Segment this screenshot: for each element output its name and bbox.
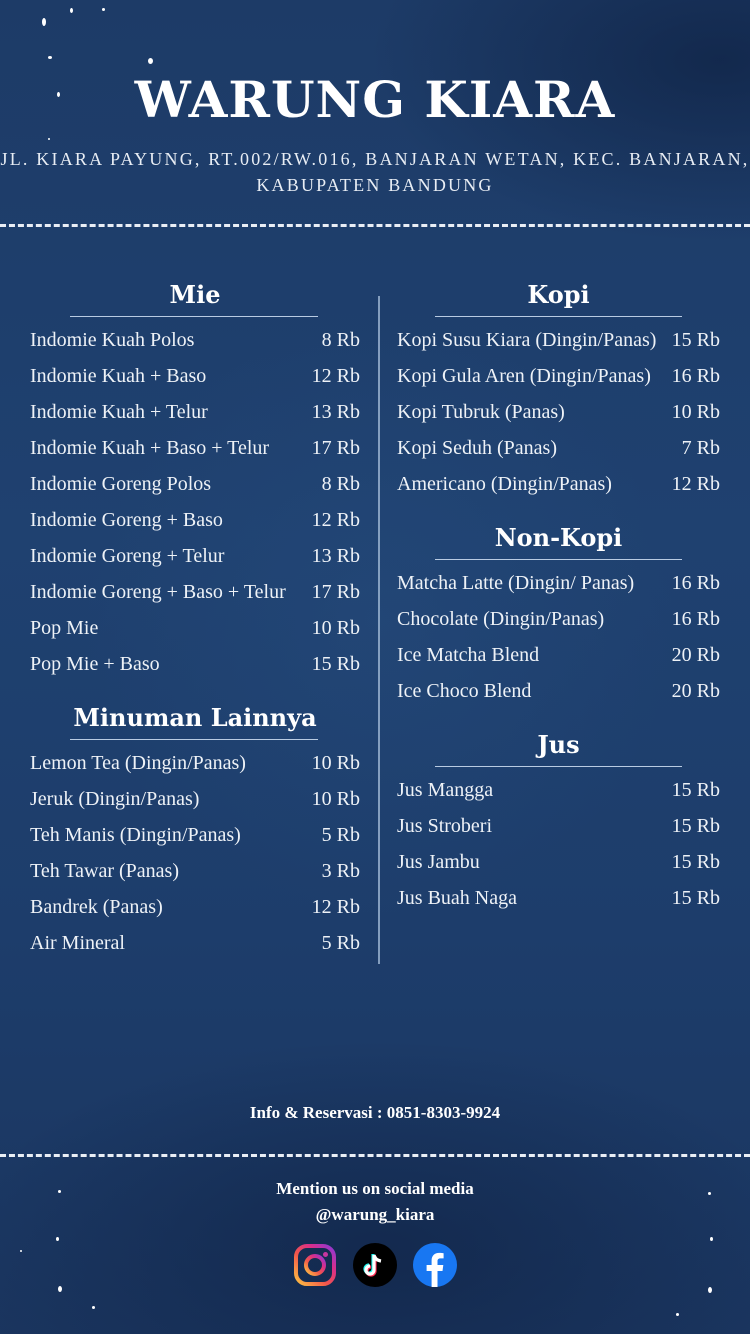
item-name: Pop Mie bbox=[30, 617, 99, 639]
decorative-speck bbox=[710, 1237, 713, 1241]
item-price: 15 Rb bbox=[671, 329, 720, 351]
item-name: Indomie Goreng + Baso + Telur bbox=[30, 581, 286, 603]
social-mention bbox=[0, 1176, 750, 1228]
item-name: Indomie Kuah + Baso + Telur bbox=[30, 437, 270, 459]
item-name: Lemon Tea (Dingin/Panas) bbox=[30, 752, 246, 774]
item-price: 5 Rb bbox=[321, 932, 360, 954]
menu-item bbox=[30, 365, 360, 401]
decorative-speck bbox=[48, 56, 52, 59]
section-underline bbox=[435, 766, 682, 767]
item-price: 15 Rb bbox=[671, 887, 720, 909]
section-underline bbox=[435, 559, 682, 560]
address-line-1: JL. KIARA PAYUNG, RT.002/RW.016, BANJARAN WETAN, KEC. BANJARAN, bbox=[0, 149, 750, 169]
section-kopi bbox=[397, 278, 720, 509]
section-title: Non-Kopi bbox=[494, 523, 623, 552]
mention-text: Mention us on social media bbox=[276, 1179, 474, 1198]
item-name: Teh Tawar (Panas) bbox=[30, 860, 179, 882]
item-name: Jus Buah Naga bbox=[397, 887, 517, 909]
menu-item bbox=[397, 851, 720, 887]
item-price: 13 Rb bbox=[311, 545, 360, 567]
menu-item bbox=[30, 473, 360, 509]
reservation-info: Info & Reservasi : 0851-8303-9924 bbox=[249, 1103, 501, 1122]
item-price: 20 Rb bbox=[671, 680, 720, 702]
bottom-dashed-divider bbox=[0, 1154, 750, 1157]
item-name: Indomie Goreng + Baso bbox=[30, 509, 223, 531]
menu-item bbox=[397, 608, 720, 644]
section-underline bbox=[435, 316, 682, 317]
item-name: Air Mineral bbox=[30, 932, 125, 954]
section-title: Kopi bbox=[527, 280, 590, 309]
item-name: Bandrek (Panas) bbox=[30, 896, 163, 918]
item-name: Chocolate (Dingin/Panas) bbox=[397, 608, 605, 630]
item-price: 13 Rb bbox=[311, 401, 360, 423]
left-menu-column bbox=[30, 278, 360, 980]
section-minuman-lainnya bbox=[30, 701, 360, 968]
item-price: 12 Rb bbox=[311, 365, 360, 387]
item-name: Pop Mie + Baso bbox=[30, 653, 160, 675]
menu-item bbox=[30, 401, 360, 437]
section-underline bbox=[70, 739, 318, 740]
item-price: 20 Rb bbox=[671, 644, 720, 666]
item-price: 8 Rb bbox=[321, 473, 360, 495]
item-price: 15 Rb bbox=[311, 653, 360, 675]
menu-item bbox=[397, 680, 720, 716]
item-name: Ice Matcha Blend bbox=[397, 644, 540, 666]
decorative-speck bbox=[92, 1306, 95, 1309]
item-price: 16 Rb bbox=[671, 572, 720, 594]
decorative-speck bbox=[56, 1237, 59, 1241]
item-name: Jus Jambu bbox=[397, 851, 480, 873]
menu-item bbox=[397, 401, 720, 437]
decorative-speck bbox=[102, 8, 105, 11]
item-price: 16 Rb bbox=[671, 365, 720, 387]
menu-item bbox=[30, 581, 360, 617]
top-dashed-divider bbox=[0, 224, 750, 227]
section-title: Minuman Lainnya bbox=[73, 703, 317, 732]
menu-item bbox=[30, 752, 360, 788]
item-name: Jus Mangga bbox=[397, 779, 494, 801]
column-divider bbox=[378, 296, 380, 964]
menu-item bbox=[397, 644, 720, 680]
menu-item bbox=[30, 509, 360, 545]
menu-item bbox=[397, 329, 720, 365]
item-name: Indomie Kuah + Baso bbox=[30, 365, 207, 387]
decorative-speck bbox=[42, 18, 46, 26]
decorative-speck bbox=[70, 8, 73, 13]
right-menu-column bbox=[397, 278, 720, 935]
item-price: 15 Rb bbox=[671, 851, 720, 873]
item-price: 12 Rb bbox=[311, 509, 360, 531]
instagram-icon[interactable] bbox=[293, 1243, 337, 1287]
item-price: 12 Rb bbox=[671, 473, 720, 495]
menu-item bbox=[397, 572, 720, 608]
menu-item bbox=[397, 437, 720, 473]
item-name: Indomie Goreng Polos bbox=[30, 473, 212, 495]
menu-item bbox=[30, 824, 360, 860]
item-name: Indomie Kuah + Telur bbox=[30, 401, 208, 423]
item-price: 15 Rb bbox=[671, 815, 720, 837]
item-name: Kopi Susu Kiara (Dingin/Panas) bbox=[397, 329, 657, 351]
item-price: 5 Rb bbox=[321, 824, 360, 846]
item-name: Kopi Gula Aren (Dingin/Panas) bbox=[397, 365, 651, 387]
item-name: Matcha Latte (Dingin/ Panas) bbox=[397, 572, 635, 594]
menu-item bbox=[30, 932, 360, 968]
menu-item bbox=[397, 473, 720, 509]
item-name: Kopi Tubruk (Panas) bbox=[397, 401, 565, 423]
address-line-2: KABUPATEN BANDUNG bbox=[256, 175, 494, 195]
item-name: Jeruk (Dingin/Panas) bbox=[30, 788, 200, 810]
item-name: Teh Manis (Dingin/Panas) bbox=[30, 824, 241, 846]
item-price: 10 Rb bbox=[311, 752, 360, 774]
menu-item bbox=[30, 653, 360, 689]
section-title: Jus bbox=[537, 730, 580, 759]
item-name: Ice Choco Blend bbox=[397, 680, 532, 702]
menu-item bbox=[397, 815, 720, 851]
item-price: 3 Rb bbox=[321, 860, 360, 882]
menu-item bbox=[30, 617, 360, 653]
item-name: Indomie Kuah Polos bbox=[30, 329, 195, 351]
social-handle[interactable]: @warung_kiara bbox=[315, 1205, 435, 1224]
section-underline bbox=[70, 316, 318, 317]
item-price: 10 Rb bbox=[671, 401, 720, 423]
menu-header bbox=[0, 68, 750, 198]
item-price: 16 Rb bbox=[671, 608, 720, 630]
menu-item bbox=[397, 365, 720, 401]
social-icons bbox=[0, 1243, 750, 1287]
item-price: 10 Rb bbox=[311, 617, 360, 639]
item-price: 12 Rb bbox=[311, 896, 360, 918]
tiktok-icon[interactable] bbox=[353, 1243, 397, 1287]
section-mie bbox=[30, 278, 360, 689]
section-non-kopi bbox=[397, 521, 720, 716]
menu-item bbox=[397, 779, 720, 815]
item-price: 10 Rb bbox=[311, 788, 360, 810]
decorative-speck bbox=[148, 58, 153, 64]
menu-item bbox=[30, 788, 360, 824]
menu-item bbox=[397, 887, 720, 923]
item-name: Kopi Seduh (Panas) bbox=[397, 437, 557, 459]
menu-item bbox=[30, 545, 360, 581]
restaurant-name: WARUNG KIARA bbox=[134, 70, 616, 129]
item-price: 15 Rb bbox=[671, 779, 720, 801]
facebook-icon[interactable] bbox=[413, 1243, 457, 1287]
menu-item bbox=[30, 896, 360, 932]
section-title: Mie bbox=[169, 280, 221, 309]
item-name: Jus Stroberi bbox=[397, 815, 492, 837]
item-price: 7 Rb bbox=[681, 437, 720, 459]
section-jus bbox=[397, 728, 720, 923]
decorative-speck bbox=[708, 1287, 712, 1293]
menu-item bbox=[30, 860, 360, 896]
item-price: 17 Rb bbox=[311, 581, 360, 603]
restaurant-address bbox=[0, 146, 750, 198]
menu-item bbox=[30, 329, 360, 365]
item-name: Americano (Dingin/Panas) bbox=[397, 473, 612, 495]
decorative-speck bbox=[676, 1313, 679, 1316]
item-name: Indomie Goreng + Telur bbox=[30, 545, 225, 567]
item-price: 17 Rb bbox=[311, 437, 360, 459]
item-price: 8 Rb bbox=[321, 329, 360, 351]
menu-item bbox=[30, 437, 360, 473]
